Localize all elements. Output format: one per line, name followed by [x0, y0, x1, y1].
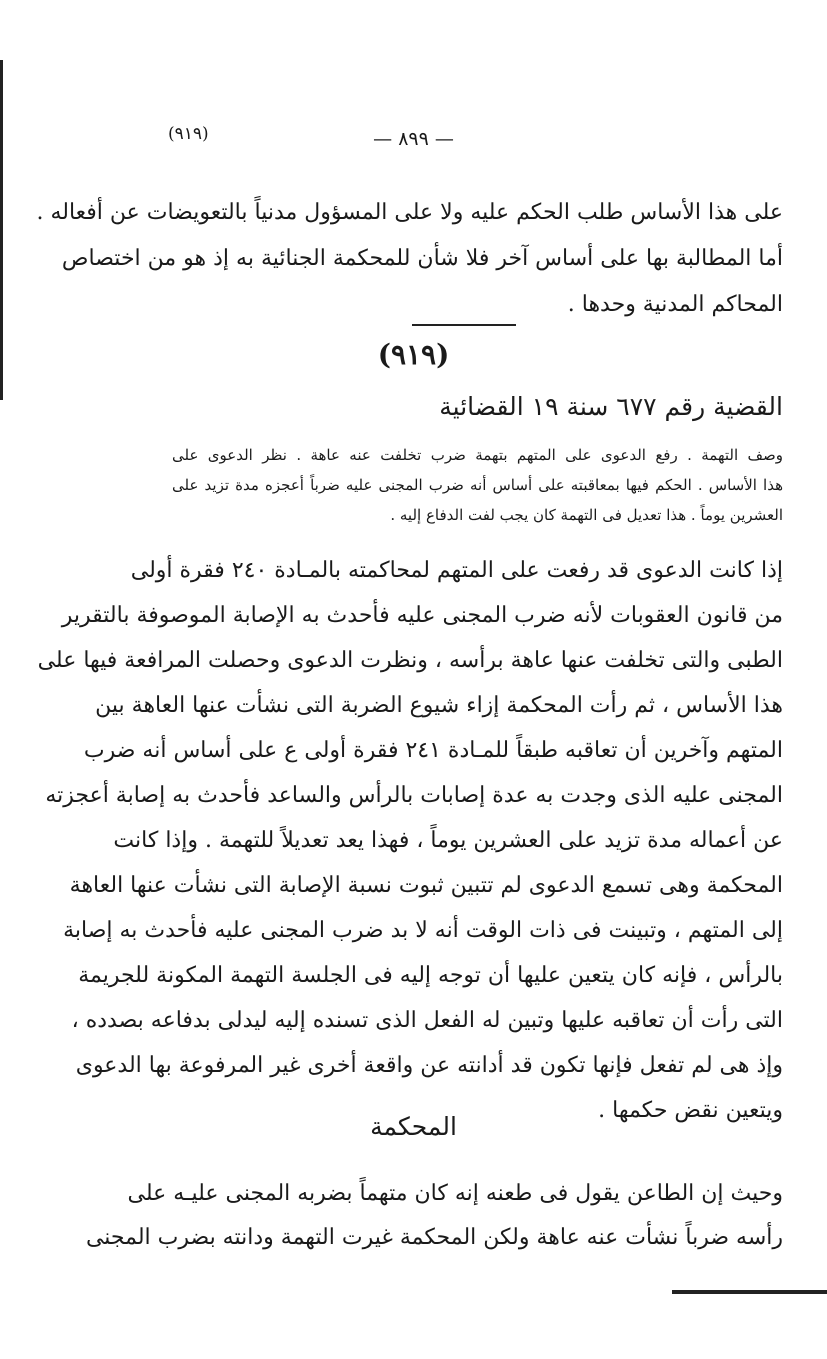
text-line: إلى المتهم ، وتبينت فى ذات الوقت أنه لا بد ضرب المجنى عليه فأحدث به إصابة	[63, 918, 783, 943]
text-line: الطبى والتى تخلفت عنها عاهة برأسه ، ونظرت الدعوى وحصلت المرافعة فيها على	[37, 648, 783, 673]
text-line: رأسه ضرباً نشأت عنه عاهة ولكن المحكمة غيرت التهمة ودانته بضرب المجنى	[85, 1225, 783, 1250]
text-line: بالرأس ، فإنه كان يتعين عليها أن توجه إليه فى الجلسة التهمة المكونة للجريمة	[78, 963, 783, 988]
page-end-rule	[672, 1290, 827, 1294]
text-line: التى رأت أن تعاقبه عليها وتبين له الفعل الذى تسنده إليه ليدلى بدفاعه بصدده ،	[71, 1008, 783, 1033]
court-paragraph	[85, 1172, 783, 1260]
intro-paragraph	[36, 190, 783, 328]
text-line: عن أعماله مدة تزيد على العشرين يوماً ، فهذا يعد تعديلاً للتهمة . وإذا كانت	[113, 828, 783, 853]
case-summary	[172, 440, 783, 530]
text-line: ويتعين نقض حكمها .	[598, 1098, 783, 1123]
principle-paragraph	[37, 548, 783, 1133]
court-heading: المحكمة	[370, 1112, 457, 1141]
text-line: المحاكم المدنية وحدها .	[567, 292, 783, 317]
text-line: أما المطالبة بها على أساس آخر فلا شأن للمحكمة الجنائية به إذ هو من اختصاص	[61, 246, 783, 271]
text-line: وحيث إن الطاعن يقول فى طعنه إنه كان متهماً بضربه المجنى عليـه على	[127, 1181, 783, 1206]
case-title: القضية رقم ٦٧٧ سنة ١٩ القضائية	[439, 392, 783, 421]
summary-line: هذا الأساس . الحكم فيها بمعاقبته على أساس أنه ضرب المجنى عليه ضرباً أعجزه مدة تزيد على	[172, 476, 783, 494]
text-line: على هذا الأساس طلب الحكم عليه ولا على المسؤول مدنياً بالتعويضات عن أفعاله .	[36, 200, 783, 225]
section-divider	[412, 324, 516, 326]
text-line: إذا كانت الدعوى قد رفعت على المتهم لمحاكمته بالمـادة ٢٤٠ فقرة أولى	[130, 558, 783, 583]
text-line: وإذ هى لم تفعل فإنها تكون قد أدانته عن واقعة أخرى غير المرفوعة بها الدعوى	[75, 1053, 783, 1078]
case-number: (٩١٩)	[377, 338, 450, 371]
page-number: — ٨٩٩ —	[373, 128, 454, 150]
summary-line: العشرين يوماً . هذا تعديل فى التهمة كان يجب لفت الدفاع إليه .	[390, 506, 783, 524]
text-line: هذا الأساس ، ثم رأت المحكمة إزاء شيوع الضربة التى نشأت عنها العاهة بين	[95, 693, 783, 718]
text-line: المجنى عليه الذى وجدت به عدة إصابات بالرأس والساعد فأحدث به إصابة أعجزته	[45, 783, 783, 808]
summary-line: وصف التهمة . رفع الدعوى على المتهم بتهمة ضرب تخلفت عنه عاهة . نظر الدعوى على	[172, 446, 783, 464]
running-header-case-ref: (٩١٩)	[168, 124, 209, 144]
text-line: المحكمة وهى تسمع الدعوى لم تتبين ثبوت نسبة الإصابة التى نشأت عنها العاهة	[69, 873, 783, 898]
text-line: المتهم وآخرين أن تعاقبه طبقاً للمـادة ٢٤١ فقرة أولى ع على أساس أنه ضرب	[83, 738, 783, 763]
text-line: من قانون العقوبات لأنه ضرب المجنى عليه فأحدث به الإصابة الموصوفة بالتقرير	[61, 603, 783, 628]
